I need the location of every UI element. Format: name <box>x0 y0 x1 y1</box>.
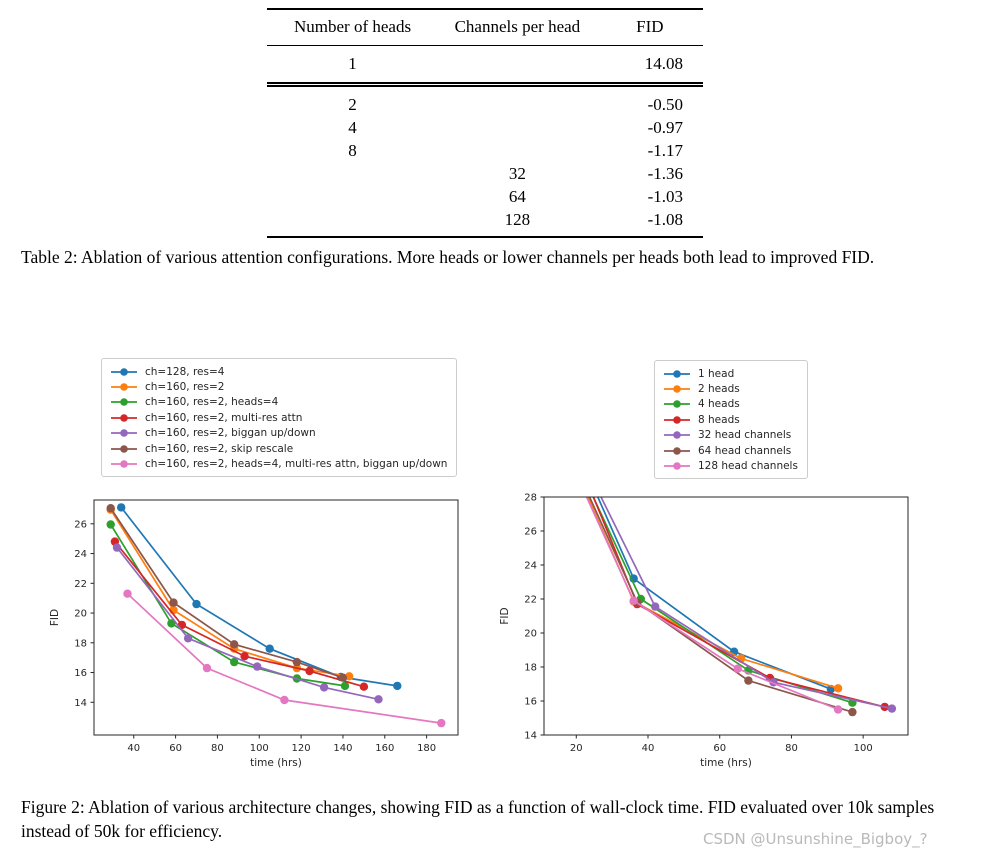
y-tick-label: 18 <box>524 662 537 674</box>
legend-line-marker-icon <box>109 381 139 393</box>
data-point <box>834 684 842 692</box>
y-tick-label: 14 <box>524 730 537 742</box>
table-cell: 14.08 <box>597 46 703 85</box>
legend-line-marker-icon <box>662 445 692 457</box>
y-tick-label: 20 <box>524 628 537 640</box>
x-tick-label: 20 <box>569 743 583 754</box>
table-cell: -1.17 <box>647 140 683 160</box>
legend-line-marker-icon <box>109 366 139 378</box>
table-header-row <box>267 9 703 46</box>
data-point <box>107 520 115 528</box>
y-tick-label: 28 <box>524 492 537 504</box>
legend-label: 128 head channels <box>698 460 798 473</box>
y-tick-label: 24 <box>524 560 537 572</box>
legend-label: 64 head channels <box>698 444 792 457</box>
figure-caption: Figure 2: Ablation of various architecture changes, showing FID as a function of wall-clock time. FID evaluated over 10k samples instead of 50k for efficiency. <box>21 797 935 841</box>
y-tick-label: 16 <box>524 696 537 708</box>
data-point <box>734 665 742 673</box>
legend-item <box>662 412 798 427</box>
y-axis-label: FID <box>499 607 511 625</box>
table-cell <box>438 116 597 139</box>
series-128-head-channels <box>558 438 843 713</box>
data-point <box>393 682 401 690</box>
legend-right-chart <box>654 360 808 479</box>
x-axis-label: time (hrs) <box>700 757 752 769</box>
legend-item <box>109 410 447 425</box>
data-point <box>558 411 566 419</box>
x-tick-label: 120 <box>291 743 311 754</box>
data-point <box>558 433 566 441</box>
x-tick-label: 60 <box>713 743 727 754</box>
table-cell <box>267 162 438 185</box>
legend-item <box>662 381 798 396</box>
data-point <box>374 695 382 703</box>
y-tick-label: 22 <box>74 578 87 590</box>
series-line <box>111 510 350 677</box>
table-cell: 128 <box>438 208 597 237</box>
legend-item <box>662 366 798 381</box>
legend-label: ch=128, res=4 <box>145 365 225 378</box>
y-axis-label: FID <box>49 608 61 627</box>
legend-item <box>109 456 447 471</box>
series-line <box>111 508 343 678</box>
table-cell: -0.50 <box>647 94 683 114</box>
legend-item <box>109 364 447 379</box>
y-tick-label: 26 <box>524 526 537 538</box>
data-point <box>888 704 896 712</box>
data-point <box>834 705 842 713</box>
table-cell: 8 <box>348 140 357 160</box>
data-point <box>169 598 177 606</box>
table-row <box>267 85 703 117</box>
table-cell <box>438 139 597 162</box>
table-cell: 1 <box>267 46 438 85</box>
data-point <box>744 676 752 684</box>
legend-item <box>109 441 447 456</box>
data-point <box>266 645 274 653</box>
legend-line-marker-icon <box>662 429 692 441</box>
series-line <box>115 542 364 687</box>
legend-label: 2 heads <box>698 383 740 396</box>
series-line <box>111 525 345 686</box>
legend-item <box>662 458 798 473</box>
series-ch-160-res-2-heads-4 <box>107 520 350 690</box>
legend-left-chart <box>101 358 457 477</box>
legend-label: ch=160, res=2, skip rescale <box>145 442 294 455</box>
col-header-channels-per-head: Channels per head <box>438 9 597 46</box>
data-point <box>107 504 115 512</box>
legend-line-marker-icon <box>662 398 692 410</box>
legend-label: 1 head <box>698 367 735 380</box>
x-tick-label: 60 <box>169 743 182 754</box>
x-tick-label: 100 <box>249 743 269 754</box>
legend-line-marker-icon <box>662 460 692 472</box>
table-cell: -1.03 <box>647 186 683 206</box>
legend-label: ch=160, res=2, heads=4, multi-res attn, biggan up/down <box>145 458 448 471</box>
table-cell: -1.36 <box>647 163 683 183</box>
legend-line-marker-icon <box>109 396 139 408</box>
data-point <box>630 597 638 605</box>
legend-label: ch=160, res=2, heads=4 <box>145 396 279 409</box>
data-point <box>561 433 569 441</box>
legend-line-marker-icon <box>109 412 139 424</box>
data-point <box>113 543 121 551</box>
plot-border <box>94 500 458 735</box>
col-header-number-of-heads: Number of heads <box>267 9 438 46</box>
y-tick-label: 14 <box>74 697 87 709</box>
data-point <box>558 438 566 446</box>
x-tick-label: 80 <box>211 743 224 754</box>
table-row <box>267 46 703 85</box>
table-row <box>267 208 703 237</box>
data-point <box>123 590 131 598</box>
data-point <box>437 719 445 727</box>
table-cell: 32 <box>508 163 526 183</box>
x-axis-label: time (hrs) <box>250 757 302 769</box>
table-row <box>267 162 703 185</box>
series-ch-160-res-2 <box>107 506 354 681</box>
data-point <box>117 503 125 511</box>
legend-line-marker-icon <box>109 443 139 455</box>
legend-label: ch=160, res=2, biggan up/down <box>145 427 316 440</box>
legend-item <box>109 379 447 394</box>
legend-item <box>109 395 447 410</box>
legend-item <box>662 397 798 412</box>
table-cell: -0.97 <box>647 117 683 137</box>
data-point <box>360 683 368 691</box>
watermark: CSDN @Unsunshine_Bigboy_? <box>703 830 928 848</box>
legend-label: ch=160, res=2 <box>145 381 225 394</box>
y-tick-label: 22 <box>524 594 537 606</box>
data-point <box>320 683 328 691</box>
x-tick-label: 140 <box>333 743 353 754</box>
x-tick-label: 180 <box>417 743 437 754</box>
legend-label: ch=160, res=2, multi-res attn <box>145 411 303 424</box>
data-point <box>565 428 573 436</box>
data-point <box>339 674 347 682</box>
data-point <box>558 432 566 440</box>
fid-vs-time-chart-heads <box>490 482 950 787</box>
ablation-table <box>267 8 703 238</box>
x-tick-label: 40 <box>127 743 141 754</box>
table-cell <box>438 85 597 117</box>
series-line <box>562 443 838 710</box>
y-tick-label: 16 <box>74 668 87 680</box>
table-cell: 4 <box>348 117 357 137</box>
y-tick-label: 24 <box>74 549 87 561</box>
table-cell: -1.08 <box>597 208 703 237</box>
table-cell: 2 <box>348 94 357 114</box>
table-row <box>267 139 703 162</box>
x-tick-label: 100 <box>853 743 873 754</box>
fid-vs-time-chart-architecture <box>40 482 485 787</box>
legend-line-marker-icon <box>662 368 692 380</box>
y-tick-label: 26 <box>74 519 87 531</box>
data-point <box>253 662 261 670</box>
legend-line-marker-icon <box>109 458 139 470</box>
y-tick-label: 20 <box>74 608 87 620</box>
data-point <box>240 652 248 660</box>
legend-item <box>662 443 798 458</box>
y-tick-label: 18 <box>74 638 87 650</box>
data-point <box>192 600 200 608</box>
table-row <box>267 116 703 139</box>
table-cell: 64 <box>508 186 526 206</box>
legend-label: 4 heads <box>698 398 740 411</box>
legend-item <box>109 426 447 441</box>
data-point <box>230 640 238 648</box>
data-point <box>280 696 288 704</box>
x-tick-label: 160 <box>375 743 395 754</box>
table-caption: Table 2: Ablation of various attention configurations. More heads or lower channels per heads both lead to improved FID. <box>21 247 875 267</box>
legend-label: 32 head channels <box>698 429 792 442</box>
data-point <box>565 433 573 441</box>
data-point <box>184 634 192 642</box>
ablation-table-container <box>267 8 703 238</box>
table-cell <box>267 185 438 208</box>
x-tick-label: 40 <box>641 743 655 754</box>
col-header-fid: FID <box>597 9 703 46</box>
table-row <box>267 185 703 208</box>
legend-item <box>662 428 798 443</box>
data-point <box>651 602 659 610</box>
table-cell <box>438 46 597 85</box>
legend-line-marker-icon <box>662 414 692 426</box>
legend-line-marker-icon <box>109 427 139 439</box>
legend-line-marker-icon <box>662 383 692 395</box>
data-point <box>848 708 856 716</box>
data-point <box>203 664 211 672</box>
data-point <box>293 658 301 666</box>
series-ch-160-res-2-skip-rescale <box>107 504 348 682</box>
table-cell <box>267 208 438 237</box>
legend-label: 8 heads <box>698 413 740 426</box>
x-tick-label: 80 <box>785 743 798 754</box>
